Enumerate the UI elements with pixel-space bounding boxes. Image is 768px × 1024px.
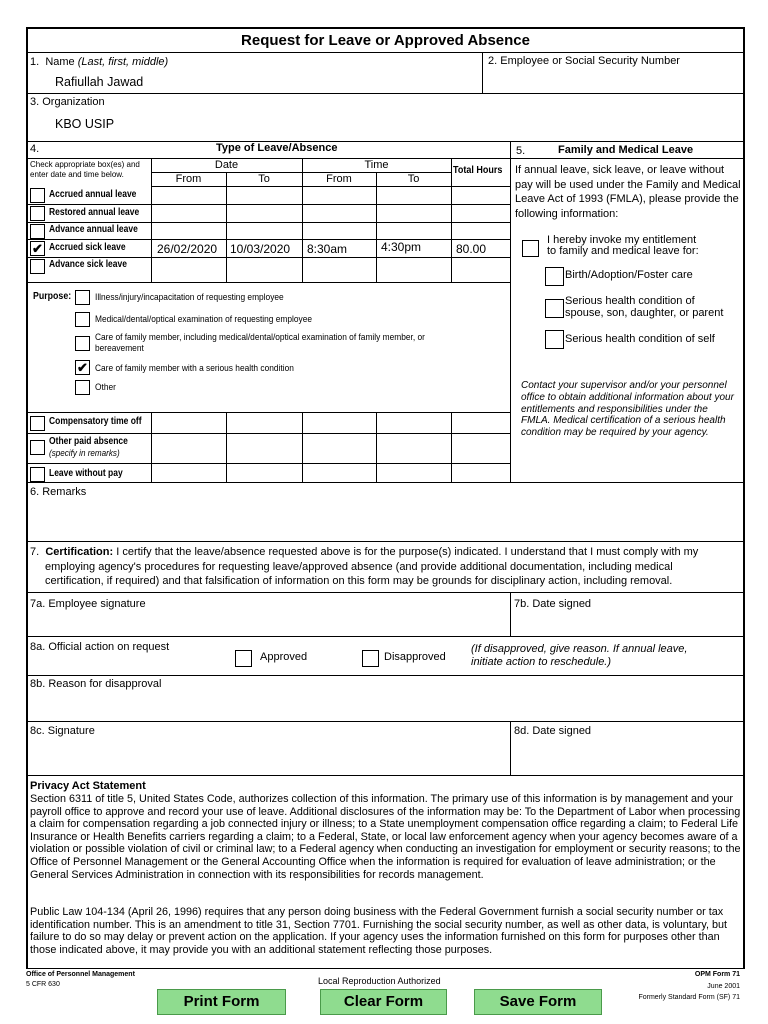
- section5-title: Family and Medical Leave: [558, 144, 694, 156]
- accrued-sick-checkbox[interactable]: ✔: [30, 241, 45, 256]
- fmla-birth-label: Birth/Adoption/Foster care: [565, 269, 693, 281]
- lwop-label: Leave without pay: [49, 468, 123, 479]
- approved-checkbox[interactable]: [235, 650, 252, 667]
- comp-time-label: Compensatory time off: [49, 416, 142, 427]
- fmla-spouse-checkbox[interactable]: [545, 299, 564, 318]
- accrued-annual-label: Accrued annual leave: [49, 189, 137, 200]
- purpose-serious-health-checkbox[interactable]: ✔: [75, 360, 90, 375]
- reason-disapproval-label: 8b. Reason for disapproval: [30, 678, 162, 690]
- date-signed-8d-label: 8d. Date signed: [514, 725, 592, 737]
- fmla-invoke-text: I hereby invoke my entitlement to family and medical leave for:: [547, 234, 699, 257]
- purpose-illness-checkbox[interactable]: [75, 290, 90, 305]
- sick-date-from[interactable]: 26/02/2020: [157, 242, 218, 256]
- purpose-serious-health-label: Care of family member with a serious health condition: [95, 363, 294, 374]
- ssn-field[interactable]: [488, 72, 738, 90]
- official-action-label: 8a. Official action on request: [30, 641, 170, 653]
- certification-text: 7. Certification: I certify that the leave/absence requested above is for the purpose(s) indicated. I understand that I must comply with my employing agency's procedures for requesting leave/approved absence (and provide additional documentation, including medical certification, if required) and that falsification of information on this form may be grounds for disciplinary action, including removal.: [30, 546, 699, 587]
- fmla-contact-note: Contact your supervisor and/or your personnel office to obtain additional information about your entitlements and responsibilities under the FMLA. Medical certification of a serious health condition may be required by your agency.: [521, 380, 734, 439]
- fmla-intro: If annual leave, sick leave, or leave without pay will be used under the Family and Medical Leave Act of 1993 (FMLA), please provide the following information:: [515, 164, 741, 220]
- remarks-field[interactable]: [30, 502, 740, 538]
- footer-agency: Office of Personnel Management: [26, 971, 135, 978]
- date-to-header: To: [258, 173, 270, 185]
- reason-disapproval-field[interactable]: [30, 692, 740, 718]
- other-paid-checkbox[interactable]: [30, 440, 45, 455]
- purpose-medical-checkbox[interactable]: [75, 312, 90, 327]
- disapproved-checkbox[interactable]: [362, 650, 379, 667]
- organization-label: 3. Organization: [30, 96, 105, 108]
- approved-label: Approved: [260, 651, 308, 663]
- sick-time-from[interactable]: 8:30am: [307, 242, 348, 256]
- save-form-button[interactable]: Save Form: [474, 989, 602, 1015]
- form-title: Request for Leave or Approved Absence: [241, 32, 530, 49]
- sick-date-to[interactable]: 10/03/2020: [230, 242, 291, 256]
- name-field[interactable]: Rafiullah Jawad: [55, 75, 144, 89]
- footer-date: June 2001: [707, 983, 740, 990]
- accrued-sick-label: Accrued sick leave: [49, 242, 126, 253]
- fmla-self-label: Serious health condition of self: [565, 333, 715, 345]
- footer-form-number: OPM Form 71: [694, 971, 740, 978]
- section4-number: 4.: [30, 143, 40, 155]
- sick-time-to[interactable]: 4:30pm: [381, 240, 422, 254]
- privacy-paragraph-2: Public Law 104-134 (April 26, 1996) requires that any person doing business with the Federal Government furnish a social security number or tax identification number. This is an amendment to title 31, Section 7701. Furnishing the social security number, as well as other data, is voluntary, but failure to do so may delay or prevent action on the application. If your agency uses the information furnished on this form for purposes other than those indicated above, it may provide you with an additional statement reflecting those purposes.: [30, 906, 727, 956]
- purpose-care-family-checkbox[interactable]: [75, 336, 90, 351]
- footer-reproduction: Local Reproduction Authorized: [318, 976, 441, 986]
- purpose-care-family-label: Care of family member, including medical/dental/optical examination of family member, or: [95, 332, 425, 343]
- date-signed-8d-field[interactable]: [514, 740, 740, 772]
- remarks-label: 6. Remarks: [30, 486, 87, 498]
- advance-sick-checkbox[interactable]: [30, 259, 45, 274]
- purpose-other-label: Other: [95, 382, 116, 393]
- advance-annual-label: Advance annual leave: [49, 224, 138, 235]
- sick-total-hours[interactable]: 80.00: [456, 242, 487, 256]
- signature-8c-field[interactable]: [30, 740, 506, 772]
- signature-8c-label: 8c. Signature: [30, 725, 95, 737]
- purpose-illness-label: Illness/injury/incapacitation of requesting employee: [95, 292, 284, 303]
- ssn-label: 2. Employee or Social Security Number: [488, 55, 680, 67]
- advance-sick-label: Advance sick leave: [49, 259, 127, 270]
- accrued-annual-checkbox[interactable]: [30, 188, 45, 203]
- name-label: 1. Name (Last, first, middle): [30, 56, 169, 68]
- date-header: Date: [214, 159, 239, 171]
- employee-signature-label: 7a. Employee signature: [30, 598, 146, 610]
- privacy-heading: Privacy Act Statement: [30, 780, 146, 792]
- date-from-header: From: [175, 173, 202, 185]
- section5-number: 5.: [516, 145, 526, 157]
- purpose-medical-label: Medical/dental/optical examination of requesting employee: [95, 314, 313, 325]
- comp-time-checkbox[interactable]: [30, 416, 45, 431]
- fmla-spouse-label: Serious health condition of spouse, son, daughter, or parent: [565, 295, 724, 319]
- restored-annual-label: Restored annual leave: [49, 207, 140, 218]
- restored-annual-checkbox[interactable]: [30, 206, 45, 221]
- purpose-care-family-label-2: bereavement: [95, 343, 144, 354]
- footer-cfr: 5 CFR 630: [26, 981, 60, 988]
- fmla-birth-checkbox[interactable]: [545, 267, 564, 286]
- other-paid-label: Other paid absence: [49, 436, 128, 447]
- disapproved-note: (If disapproved, give reason. If annual leave, initiate action to reschedule.): [471, 643, 688, 668]
- organization-field[interactable]: KBO USIP: [55, 117, 115, 131]
- employee-signature-field[interactable]: [30, 612, 506, 634]
- other-paid-hint: (specify in remarks): [49, 448, 120, 458]
- purpose-other-checkbox[interactable]: [75, 380, 90, 395]
- date-signed-7b-label: 7b. Date signed: [514, 598, 592, 610]
- print-form-button[interactable]: Print Form: [157, 989, 286, 1015]
- disapproved-label: Disapproved: [384, 651, 446, 663]
- section4-title: Type of Leave/Absence: [216, 142, 338, 154]
- footer-formerly: Formerly Standard Form (SF) 71: [638, 994, 740, 1001]
- clear-form-button[interactable]: Clear Form: [320, 989, 447, 1015]
- privacy-paragraph-1: Section 6311 of title 5, United States Code, authorizes collection of this information. The primary use of this information is by management and your payroll office to approve and record your use of leave. Additional disclosures of the information may be: To the Department of Labor when processing a claim for compensation regarding a job connected injury or illness; to a State unemployment compensation office regarding a claim; to Federal Life Insurance or Health Benefits carriers regarding a claim; to a Federal, State, or local law enforcement agency when your agency becomes aware of a violation or possible violation of civil or criminal law; to a Federal agency when conducting an investigation for employment or security reasons; to the Office of Personnel Management or the General Accounting Office when the information is required for evaluation of leave administration; or the General Services Administration in connection with its responsibilities for records management.: [30, 793, 741, 881]
- fmla-invoke-checkbox[interactable]: [522, 240, 539, 257]
- total-hours-header: Total Hours: [453, 165, 503, 176]
- time-from-header: From: [326, 173, 352, 185]
- check-hint: Check appropriate box(es) and enter date and time below.: [30, 160, 140, 179]
- fmla-self-checkbox[interactable]: [545, 330, 564, 349]
- advance-annual-checkbox[interactable]: [30, 224, 45, 239]
- purpose-label: Purpose:: [33, 291, 72, 302]
- time-header: Time: [364, 159, 389, 171]
- date-signed-7b-field[interactable]: [514, 612, 740, 634]
- time-to-header: To: [407, 173, 420, 185]
- lwop-checkbox[interactable]: [30, 467, 45, 482]
